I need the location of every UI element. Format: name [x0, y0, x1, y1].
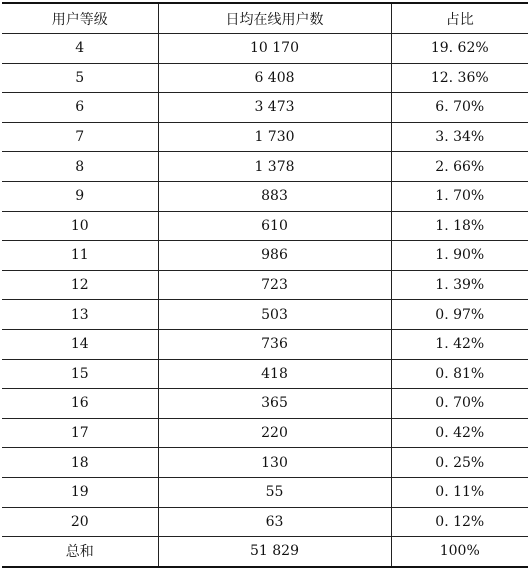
- cell-ratio: 0. 97%: [391, 300, 528, 330]
- cell-users: 55: [158, 477, 391, 507]
- cell-users: 10 170: [158, 34, 391, 64]
- table-row-total: [2, 537, 528, 567]
- cell-ratio: 1. 18%: [391, 211, 528, 241]
- cell-level: 8: [2, 152, 158, 182]
- cell-level: 4: [2, 34, 158, 64]
- cell-level: 20: [2, 507, 158, 537]
- table-row: [2, 93, 528, 123]
- table-row: [2, 389, 528, 419]
- table-row: [2, 418, 528, 448]
- cell-users: 418: [158, 359, 391, 389]
- cell-total-ratio: 100%: [391, 537, 528, 567]
- cell-ratio: 19. 62%: [391, 34, 528, 64]
- cell-users: 723: [158, 270, 391, 300]
- cell-ratio: 0. 70%: [391, 389, 528, 419]
- cell-level: 5: [2, 63, 158, 93]
- cell-users: 130: [158, 448, 391, 478]
- table-body: [2, 34, 528, 567]
- header-row: [2, 3, 528, 34]
- cell-ratio: 1. 90%: [391, 241, 528, 271]
- cell-users: 63: [158, 507, 391, 537]
- table-row: [2, 34, 528, 64]
- header-user-level: 用户等级: [2, 3, 158, 34]
- cell-level: 9: [2, 181, 158, 211]
- cell-users: 6 408: [158, 63, 391, 93]
- cell-level: 11: [2, 241, 158, 271]
- table-row: [2, 63, 528, 93]
- table-row: [2, 211, 528, 241]
- table-row: [2, 181, 528, 211]
- table-row: [2, 359, 528, 389]
- cell-users: 986: [158, 241, 391, 271]
- cell-level: 15: [2, 359, 158, 389]
- cell-level: 10: [2, 211, 158, 241]
- table-row: [2, 241, 528, 271]
- cell-ratio: 0. 81%: [391, 359, 528, 389]
- cell-ratio: 0. 25%: [391, 448, 528, 478]
- cell-level: 13: [2, 300, 158, 330]
- header-proportion: 占比: [391, 3, 528, 34]
- cell-ratio: 12. 36%: [391, 63, 528, 93]
- table-row: [2, 270, 528, 300]
- table-row: [2, 507, 528, 537]
- cell-users: 503: [158, 300, 391, 330]
- cell-ratio: 1. 70%: [391, 181, 528, 211]
- cell-users: 365: [158, 389, 391, 419]
- cell-level: 16: [2, 389, 158, 419]
- table-row: [2, 477, 528, 507]
- cell-level: 12: [2, 270, 158, 300]
- user-level-table-container: [2, 2, 528, 568]
- cell-total-users: 51 829: [158, 537, 391, 567]
- cell-ratio: 0. 11%: [391, 477, 528, 507]
- table-row: [2, 152, 528, 182]
- cell-ratio: 6. 70%: [391, 93, 528, 123]
- cell-users: 736: [158, 329, 391, 359]
- cell-users: 610: [158, 211, 391, 241]
- cell-users: 3 473: [158, 93, 391, 123]
- table-row: [2, 122, 528, 152]
- cell-ratio: 1. 42%: [391, 329, 528, 359]
- cell-ratio: 3. 34%: [391, 122, 528, 152]
- cell-level: 14: [2, 329, 158, 359]
- cell-users: 1 378: [158, 152, 391, 182]
- cell-users: 220: [158, 418, 391, 448]
- cell-users: 1 730: [158, 122, 391, 152]
- table-row: [2, 300, 528, 330]
- user-level-table: [2, 2, 528, 568]
- cell-ratio: 0. 42%: [391, 418, 528, 448]
- cell-level: 6: [2, 93, 158, 123]
- cell-ratio: 1. 39%: [391, 270, 528, 300]
- table-row: [2, 329, 528, 359]
- cell-level: 7: [2, 122, 158, 152]
- cell-ratio: 0. 12%: [391, 507, 528, 537]
- table-row: [2, 448, 528, 478]
- cell-ratio: 2. 66%: [391, 152, 528, 182]
- cell-level: 18: [2, 448, 158, 478]
- cell-users: 883: [158, 181, 391, 211]
- cell-level: 17: [2, 418, 158, 448]
- cell-level: 19: [2, 477, 158, 507]
- table-header: [2, 3, 528, 34]
- cell-total-label: 总和: [2, 537, 158, 567]
- header-daily-online-users: 日均在线用户数: [158, 3, 391, 34]
